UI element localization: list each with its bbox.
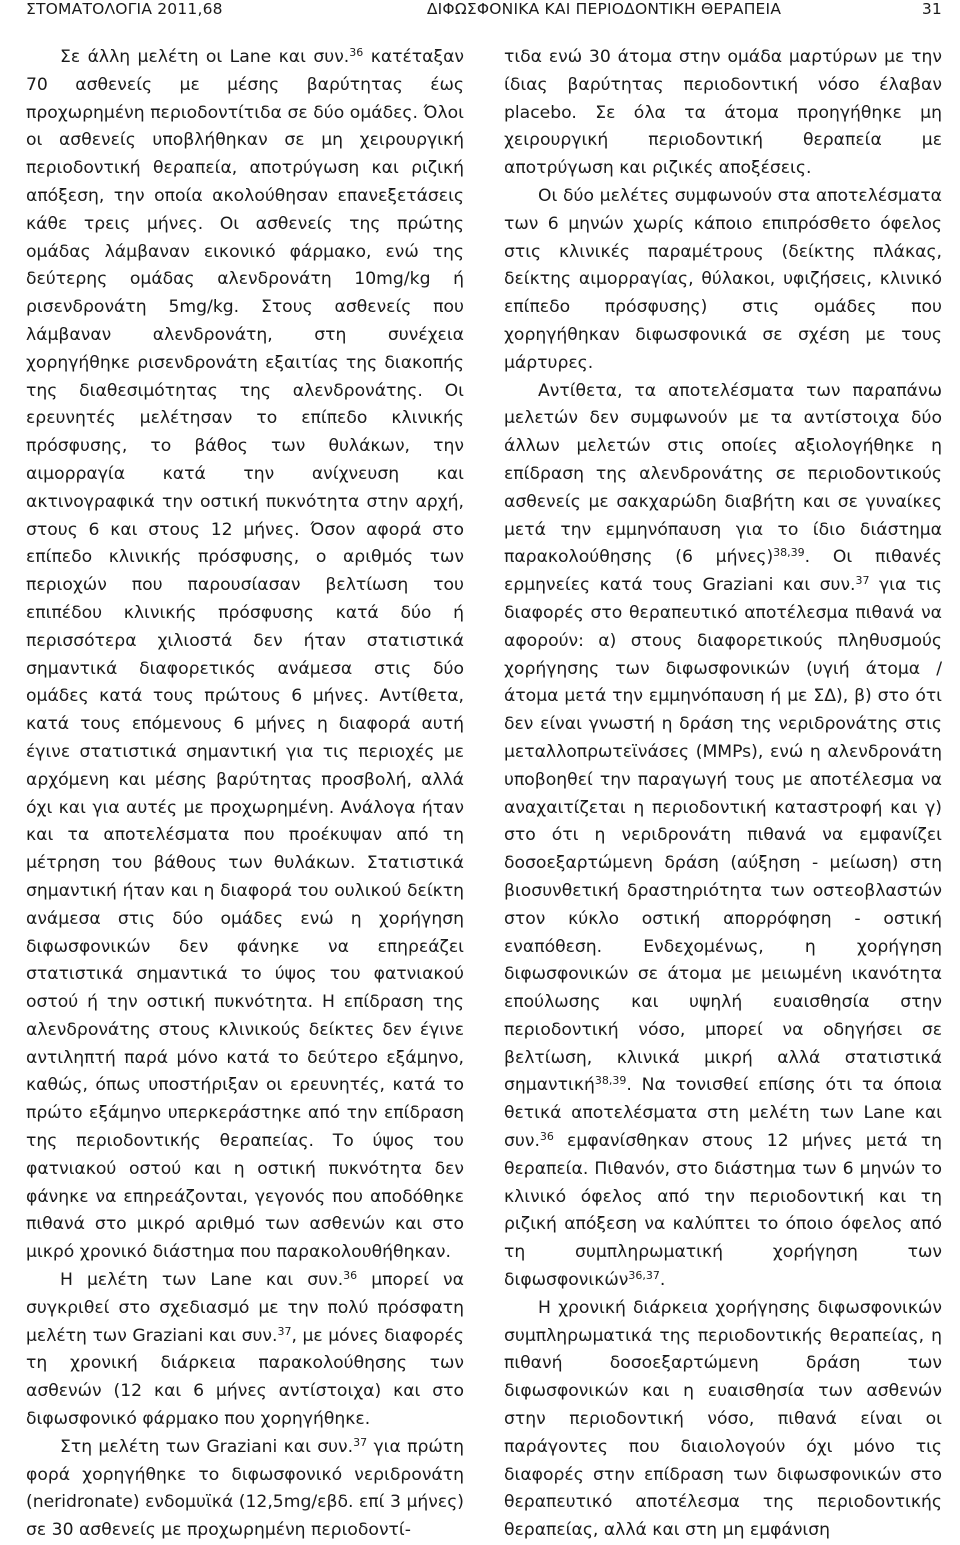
section-title: ΔΙΦΩΣΦΟΝΙΚΑ ΚΑΙ ΠΕΡΙΟΔΟΝΤΙΚΗ ΘΕΡΑΠΕΙΑ [426,0,782,18]
paragraph [504,183,942,378]
citation-superscript: 38,39 [773,546,805,560]
right-column [504,44,942,1545]
citation-superscript: 36 [343,1269,358,1283]
text-run: Η μελέτη των Lane και συν. [60,1270,344,1291]
paragraph [26,44,464,1267]
text-run: εμφανίσθηκαν στους 12 μήνες μετά τη θεραπεία. Πιθανόν, στο διάστημα των 6 μηνών το κλινικό όφελος από την περιοδοντική και τη ριζική απόξεση να καλύπτει το όποιο όφελος από τη συμπληρωματική χορήγηση των διφωσφονικών [504,1131,942,1291]
text-run: Σε άλλη μελέτη οι Lane και συν. [60,47,350,67]
paragraph [504,1295,942,1545]
running-header [26,0,942,26]
text-run: Αντίθετα, τα αποτελέσματα των παραπάνω μελετών δεν συμφωνούν με τα αντίστοιχα δύο άλλων μελετών στις οποίες αξιολογήθηκε η επίδραση της αλενδρονάτης σε περιοδοντικούς ασθενείς με σακχαρώδη διαβήτη και σε γυναίκες μετά την εμμηνόπαυση για το ίδιο διάστημα παρακολούθησης (6 μήνες) [504,380,942,568]
text-run: για πρώτη φορά χορηγήθηκε το διφωσφονικό νεριδρονάτη (neridronate) ενδομυϊκά (12,5mg/εβδ. επί 3 μήνες) σε 30 ασθενείς με προχωρημένη περιοδοντί- [26,1436,464,1541]
citation-superscript: 37 [353,1435,368,1449]
page-number: 31 [921,0,942,18]
citation-superscript: 36 [539,1130,554,1144]
citation-superscript: 36,37 [628,1269,660,1283]
citation-superscript: 37 [277,1324,292,1338]
text-run: μπορεί να συγκριθεί στο σχεδιασμό με την πολύ πρόσφατη μελέτη των Graziani και συν. [26,1270,464,1346]
text-run: Στη μελέτη των Graziani και συν. [60,1436,354,1457]
text-run: . Οι πιθανές ερμηνείες κατά τους Graziani και συν. [504,547,942,596]
paragraph [504,378,942,1295]
citation-superscript: 36 [349,46,364,59]
text-run: . Να τονισθεί επίσης ότι τα όποια θετικά αποτελέσματα στη μελέτη των Lane και συν. [504,1075,942,1152]
paragraph [26,1434,464,1545]
paragraph [26,1267,464,1434]
citation-superscript: 37 [855,574,870,588]
text-run: Η χρονική διάρκεια χορήγησης διφωσφονικών συμπληρωματικά της περιοδοντικής θεραπείας, η πιθανή δοσοεξαρτώμενη δράση των διφωσφονικών και η ευαισθησία των ασθενών στην περιοδοντική νόσο, πιθανά είναι οι παράγοντες που διαιολογούν όχι μόνο τις διαφορές στην επίδραση των διφωσφονικών στο θεραπευτικό αποτέλεσμα της περιοδοντικής θεραπείας, αλλά και στη μη εμφάνιση [504,1297,942,1541]
left-column [26,44,464,1545]
text-run: . [659,1270,666,1291]
text-run: για τις διαφορές στο θεραπευτικό αποτέλεσμα πιθανά να αφορούν: α) στους διαφορετικούς πληθυσμούς χορήγησης των διφωσφονικών (υγιή άτομα / άτομα μετά την εμμηνόπαυση ή με ΣΔ), β) στο ότι δεν είναι γνωστή η δράση της νεριδρονάτης στις μεταλλοπρωτεϊνάσες (MMPs), ενώ η αλενδρονάτη υποβοηθεί την παραγωγή τους με αποτέλεσμα να αναχαιτίζεται η περιοδοντική καταστροφή και γ) στο ότι η νεριδρονάτη πιθανά να εμφανίζει δοσοεξαρτώμενη δράση (αύξηση - μείωση) στη βιοσυνθετική δραστηριότητα των οστεοβλαστών στον κύκλο οστική απορρόφηση - οστική εναπόθεση. Ενδεχομένως, η χορήγηση διφωσφονικών σε άτομα με μειωμένη ικανότητα επούλωσης και υψηλή ευαισθησία στην περιοδοντική νόσο, μπορεί να οδηγήσει σε βελτίωση, κλινικά μικρή αλλά στατιστικά σημαντική [504,575,942,1096]
text-run: κατέταξαν 70 ασθενείς με μέσης βαρύτητας έως προχωρημένη περιοδοντίτιδα σε δύο ομάδες. Όλοι οι ασθενείς υποβλήθηκαν σε μη χειρουργική περιοδοντική θεραπεία, αποτρύγωση και ριζική απόξεση, την οποία ακολούθησαν επανεξετάσεις κάθε τρεις μήνες. Οι ασθενείς της πρώτης ομάδας λάμβαναν εικονικό φάρμακο, ενώ της δεύτερης ομάδας αλενδρονάτη 10mg/kg ή ρισενδρονάτη 5mg/kg. Στους ασθενείς που λάμβαναν αλενδρονάτη, στη συνέχεια χορηγήθηκε ρισενδρονάτη εξαιτίας της διακοπής της διαθεσιμότητας της αλενδρονάτης. Οι ερευνητές μελέτησαν το επίπεδο κλινικής πρόσφυσης, το βάθος των θυλάκων, την αιμορραγία κατά την ανίχνευση και ακτινογραφικά την οστική πυκνότητα στην αρχή, στους 6 και στους 12 μήνες. Όσον αφορά στο επίπεδο κλινικής πρόσφυσης, ο αριθμός των περιοχών που παρουσίασαν βελτίωση του επιπέδου κλινικής πρόσφυσης κατά δύο ή περισσότερα χιλιοστά δεν ήταν στατιστικά σημαντικά διαφορετικός ανάμεσα στις δύο ομάδες κατά τους πρώτους 6 μήνες. Αντίθετα, κατά τους επόμενους 6 μήνες η διαφορά αυτή έγινε στατιστικά σημαντική για τις περιοχές με αρχόμενη και μέσης βαρύτητας προσβολή, αλλά όχι και για αυτές με προχωρημένη. Ανάλογα ήταν και τα αποτελέσματα που προέκυψαν από τη μέτρηση του βάθους των θυλάκων. Στατιστικά σημαντική ήταν και η διαφορά του ουλικού δείκτη ανάμεσα στις δύο ομάδες ενώ η χορήγηση διφωσφονικών δεν φάνηκε να επηρεάζει στατιστικά σημαντικά το ύψος του φατνιακού οστού ή την οστική πυκνότητα. Η επίδραση της αλενδρονάτης στους κλινικούς δείκτες δεν έγινε αντιληπτή παρά μόνο κατά το δεύτερο εξάμηνο, καθώς, όπως υποστήριξαν οι ερευνητές, κατά το πρώτο εξάμηνο υπερκεράστηκε από την επίδραση της περιοδοντικής θεραπείας. Το ύψος του φατνιακού οστού και η οστική πυκνότητα δεν φάνηκε να επηρεάζονται, γεγονός που αποδόθηκε πιθανά στο μικρό αριθμό των ασθενών και στο μικρό χρονικό διάστημα που παρακολουθήθηκαν. [26,47,464,1263]
paragraph [504,44,942,183]
journal-title: ΣΤΟΜΑΤΟΛΟΓΙΑ 2011,68 [26,0,223,18]
text-run: Οι δύο μελέτες συμφωνούν στα αποτελέσματα των 6 μηνών χωρίς κάποιο επιπρόσθετο όφελος στις κλινικές παραμέτρους (δείκτης πλάκας, δείκτης αιμορραγίας, θύλακοι, υφιζήσεις, κλινικό επίπεδο πρόσφυσης) στις ομάδες που χορηγήθηκαν διφωσφονικά σε σχέση με τους μάρτυρες. [504,185,942,373]
text-run: τιδα ενώ 30 άτομα στην ομάδα μαρτύρων με την ίδιας βαρύτητας περιοδοντική νόσο έλαβαν placebo. Σε όλα τα άτομα προηγήθηκε μη χειρουργική περιοδοντική θεραπεία με αποτρύγωση και ριζικές αποξέσεις. [504,47,942,179]
text-columns [26,44,942,1545]
citation-superscript: 38,39 [594,1074,627,1088]
text-run: , με μόνες διαφορές τη χρονική διάρκεια παρακολούθησης των ασθενών (12 και 6 μήνες αντίστοιχα) και στο διφωσφονικό φάρμακο που χορηγήθηκε. [26,1325,464,1430]
